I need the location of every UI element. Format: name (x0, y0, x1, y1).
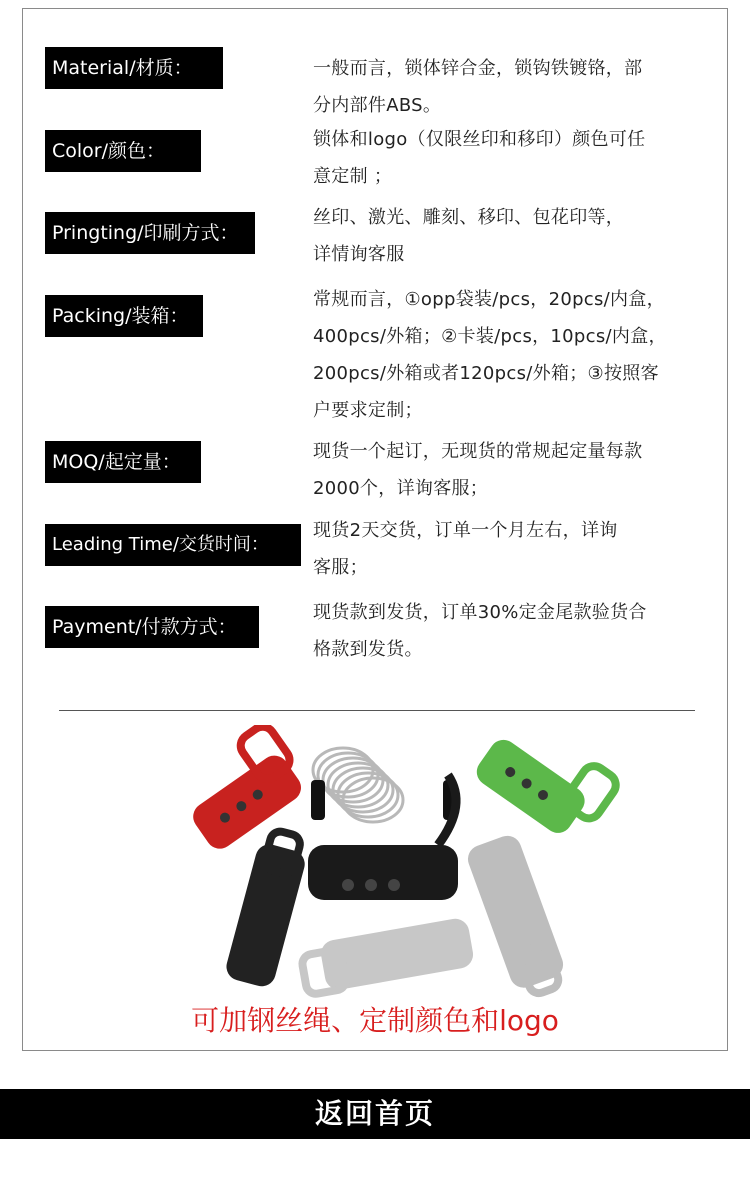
spec-line: 丝印、激光、雕刻、移印、包花印等， (313, 207, 625, 228)
spec-label-packing: Packing/装箱： (45, 295, 203, 337)
spec-line: 详情询客服 (313, 244, 405, 265)
spec-label-printing: Pringting/印刷方式： (45, 212, 255, 254)
black-lock-left (223, 827, 311, 990)
spec-line: 常规而言，①opp袋装/pcs，20pcs/内盒， (313, 289, 665, 310)
spec-value-material (313, 50, 713, 124)
spec-line: 客服； (313, 557, 368, 578)
section-divider (59, 710, 695, 711)
spec-value-printing (313, 199, 713, 273)
silver-lock-bottom (299, 917, 475, 996)
spec-label-color: Color/颜色： (45, 130, 201, 172)
coiled-cable (313, 748, 403, 822)
spec-label-payment: Payment/付款方式： (45, 606, 259, 648)
product-photo (143, 725, 623, 1005)
spec-line: 2000个，详询客服； (313, 478, 489, 499)
spec-value-payment (313, 594, 713, 668)
spec-line: 锁体和logo（仅限丝印和移印）颜色可任 (313, 129, 646, 150)
spec-line: 分内部件ABS。 (313, 95, 442, 116)
spec-line: 现货款到发货，订单30%定金尾款验货合 (313, 602, 647, 623)
spec-line: 一般而言，锁体锌合金，锁钩铁镀铬，部 (313, 58, 643, 79)
spec-line: 400pcs/外箱；②卡装/pcs，10pcs/内盒， (313, 326, 667, 347)
spec-line: 现货一个起订，无现货的常规起定量每款 (313, 441, 643, 462)
silver-lock-right (464, 832, 570, 1001)
cable-end-left (311, 780, 325, 820)
spec-frame (22, 8, 728, 1051)
spec-label-material: Material/材质： (45, 47, 223, 89)
spec-label-leading-time: Leading Time/交货时间： (45, 524, 301, 566)
spec-line: 意定制 ； (313, 166, 393, 187)
spec-line: 户要求定制； (313, 400, 423, 421)
back-to-home-button[interactable]: 返回首页 (0, 1089, 750, 1139)
spec-label-moq: MOQ/起定量： (45, 441, 201, 483)
product-caption: 可加钢丝绳、定制颜色和logo (191, 1004, 559, 1037)
spec-value-leading-time (313, 512, 713, 586)
green-lock (471, 725, 620, 848)
spec-value-color (313, 121, 713, 195)
spec-line: 200pcs/外箱或者120pcs/外箱；③按照客 (313, 363, 659, 384)
spec-value-packing (313, 281, 713, 429)
spec-line: 现货2天交货，订单一个月左右，详询 (313, 520, 618, 541)
spec-value-moq (313, 433, 713, 507)
spec-line: 格款到发货。 (313, 639, 423, 660)
